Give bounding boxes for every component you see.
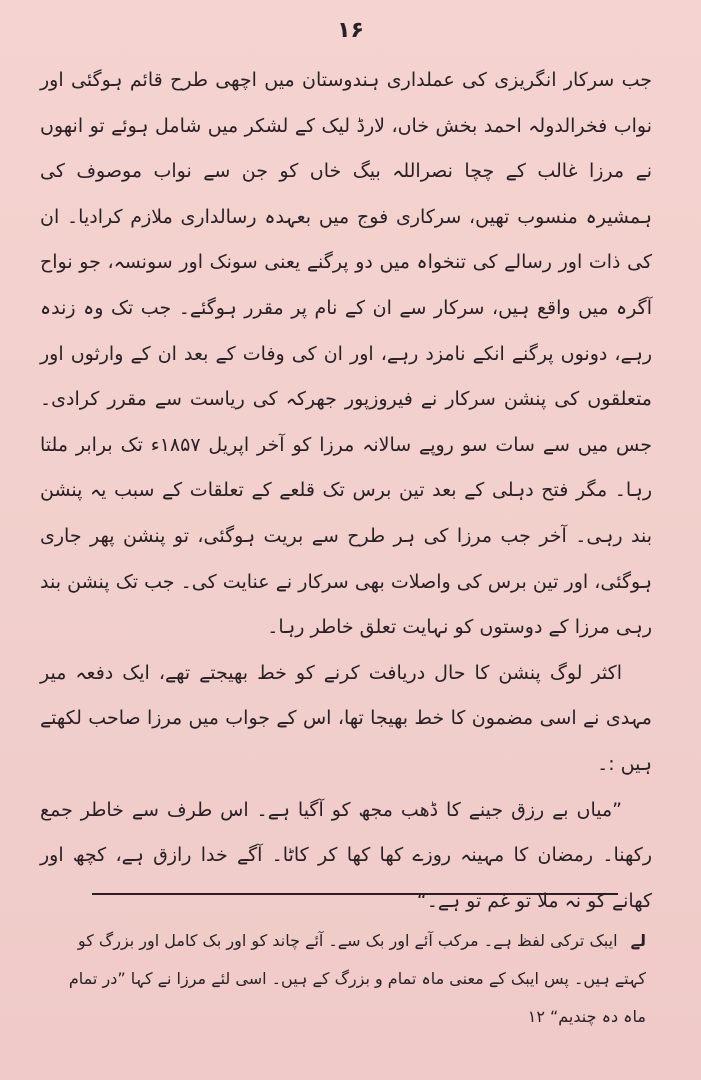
paragraph-3-quote: ”میاں بے رزق جینے کا ڈھب مجھ کو آگیا ہے۔ اس طرف سے خاطر جمع رکھنا۔ رمضان کا مہینہ روزے کھا کھا کر کاٹا۔ آگے خدا رازق ہے، کچھ اور کھانے کو نہ ملا تو غم تو ہے۔“ bbox=[40, 798, 652, 912]
body-text bbox=[40, 58, 652, 924]
footnote-marker: لے bbox=[630, 931, 646, 950]
page-number: ۱۶ bbox=[337, 18, 364, 43]
footnote bbox=[50, 922, 646, 1036]
footnote-text: ایبک ترکی لفظ ہے۔ مرکب آئے اور بک سے۔ آئے چاند کو اور بک کامل اور بزرگ کو کہتے ہیں۔ پس ایبک کے معنی ماہ تمام و بزرگ کے ہیں۔ اسی لئے مرزا نے کہا ”در تمام ماہ دہ چندیم“ ۱۲ bbox=[68, 931, 646, 1026]
paragraph-2: اکثر لوگ پنشن کا حال دریافت کرنے کو خط بھیجتے تھے، ایک دفعہ میر مہدی نے اسی مضمون کا خط بھیجا تھا، اس کے جواب میں مرزا صاحب لکھتے ہیں :۔ bbox=[40, 661, 652, 775]
footnote-divider bbox=[92, 893, 618, 895]
paragraph-1: جب سرکار انگریزی کی عملداری ہندوستان میں اچھی طرح قائم ہوگئی اور نواب فخرالدولہ احمد بخش خاں، لارڈ لیک کے لشکر میں شامل ہوئے تو انھوں نے مرزا غالب کے چچا نصراللہ بیگ خاں کو جن سے نواب موصوف کی ہمشیرہ منسوب تھیں، سرکاری فوج میں بعہدہ رسالداری ملازم کرادیا۔ ان کی ذات اور رسالے کی تنخواہ میں دو پرگنے یعنی سونک اور سونسہ، جو نواح آگرہ میں واقع ہیں، سرکار سے ان کے نام پر مقرر ہوگئے۔ جب تک وہ زندہ رہے، دونوں پرگنے انکے نامزد رہے، اور ان کی وفات کے بعد ان کے وارثوں اور متعلقوں کی پنشن سرکار نے فیروزپور جھرکہ کی ریاست سے مقرر کرادی۔ جس میں سے سات سو روپے سالانہ مرزا کو آخر اپریل ۱۸۵۷ء تک برابر ملتا رہا۔ مگر فتح دہلی کے بعد تین برس تک قلعے کے تعلقات کے سبب یہ پنشن بند رہی۔ آخر جب مرزا کی ہر طرح سے بریت ہوگئی، تو پنشن پھر جاری ہوگئی، اور تین برس کی واصلات بھی سرکار نے عنایت کی۔ جب تک پنشن بند رہی مرزا کے دوستوں کو نہایت تعلق خاطر رہا۔ bbox=[40, 69, 652, 639]
